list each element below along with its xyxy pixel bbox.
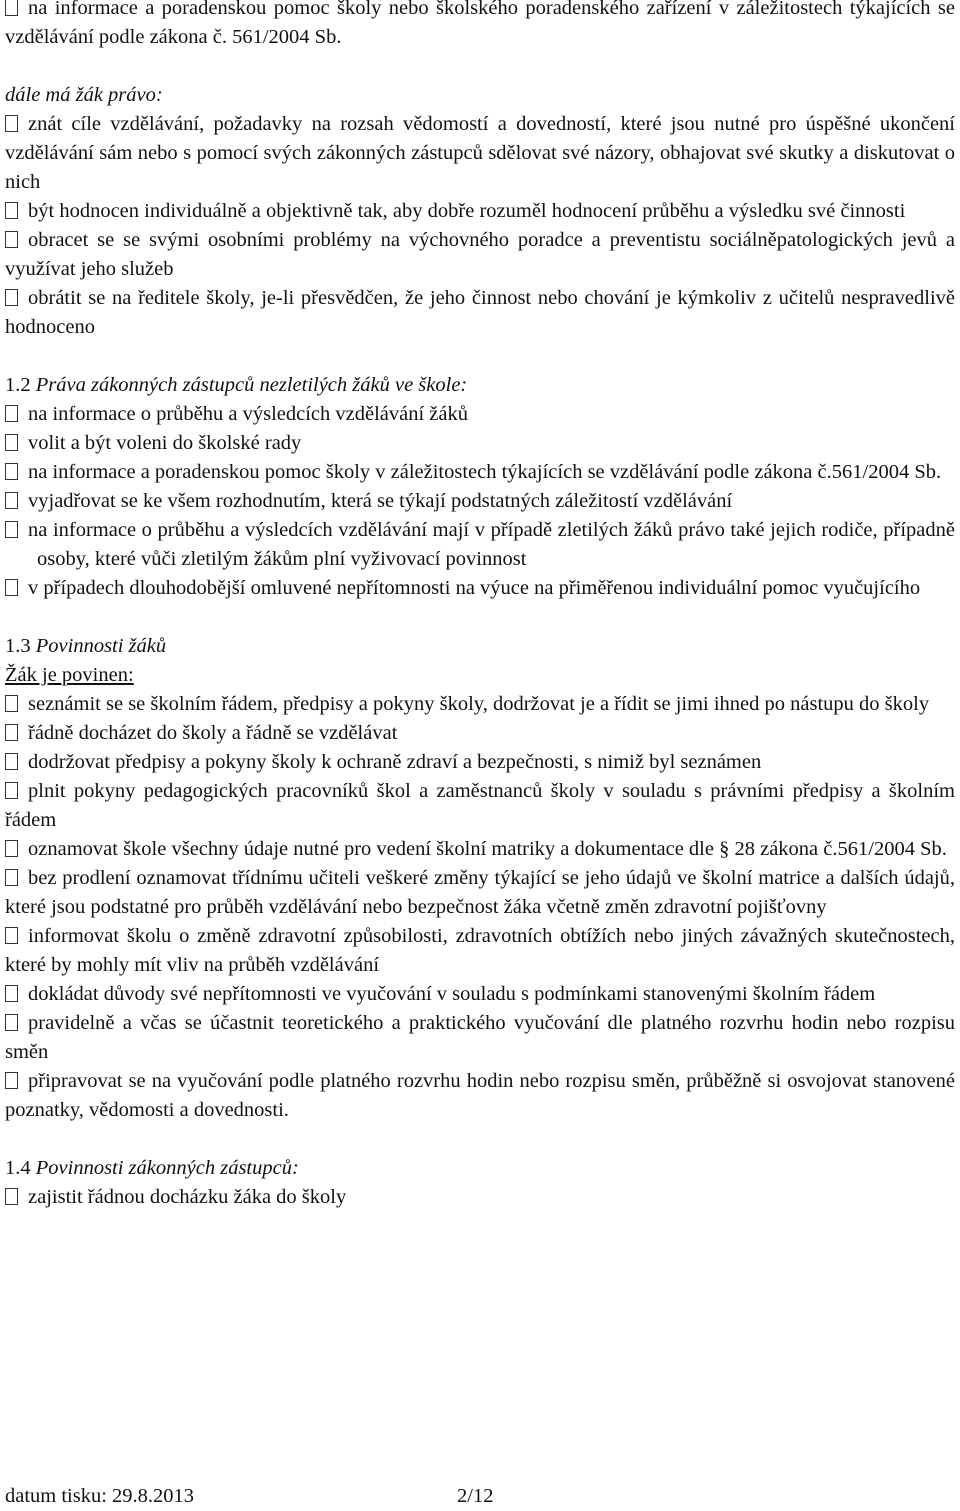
section-1-2-item: vyjadřovat se ke všem rozhodnutím, která se týkají podstatných záležitostí vzdělávání xyxy=(5,487,955,516)
bullet-box-icon xyxy=(5,289,18,306)
section-1-2-item: volit a být voleni do školské rady xyxy=(5,429,955,458)
student-right-item: obrátit se na ředitele školy, je-li přesvědčen, že jeho činnost nebo chování je kýmkoliv z učitelů nespravedlivě hodnoceno xyxy=(5,287,955,338)
section-1-3-item: pravidelně a včas se účastnit teoretického a praktického vyučování dle platného rozvrhu hodin nebo rozpisu směn xyxy=(5,1012,955,1063)
section-1-2-item: v případech dlouhodobější omluvené nepřítomnosti na výuce na přiměřenou individuální pomoc vyučujícího xyxy=(5,574,955,603)
document-page xyxy=(5,0,955,1212)
section-1-3-item: seznámit se se školním řádem, předpisy a pokyny školy, dodržovat je a řídit se jimi ihned po nástupu do školy xyxy=(5,690,955,719)
student-right-item: být hodnocen individuálně a objektivně tak, aby dobře rozuměl hodnocení průběhu a výsledku své činnosti xyxy=(5,197,955,226)
bullet-box-icon xyxy=(5,724,18,741)
bullet-box-icon xyxy=(5,434,18,451)
bullet-box-icon xyxy=(5,1188,18,1205)
bullet-box-icon xyxy=(5,985,18,1002)
bullet-box-icon xyxy=(5,492,18,509)
bullet-box-icon xyxy=(5,463,18,480)
student-right-item: obracet se se svými osobními problémy na výchovného poradce a preventistu sociálněpatologických jevů a využívat jeho služeb xyxy=(5,229,955,280)
student-right-item: znát cíle vzdělávání, požadavky na rozsah vědomostí a dovedností, které jsou nutné pro úspěšné ukončení vzdělávání sám nebo s pomocí svých zákonných zástupců sdělovat své názory, obhajovat své skutky a diskutovat o nich xyxy=(5,113,955,193)
section-1-3-item: dodržovat předpisy a pokyny školy k ochraně zdraví a bezpečnosti, s nimiž byl seznámen xyxy=(5,748,955,777)
list-item-intro: na informace a poradenskou pomoc školy nebo školského poradenského zařízení v záležitostech týkajících se vzdělávání podle zákona č. 561/2004 Sb. xyxy=(5,0,955,48)
section-1-4-heading: 1.4 Povinnosti zákonných zástupců: xyxy=(5,1157,299,1179)
section-1-4-item: zajistit řádnou docházku žáka do školy xyxy=(5,1183,955,1212)
section-1-2-item: na informace o průběhu a výsledcích vzdělávání žáků xyxy=(5,400,955,429)
bullet-box-icon xyxy=(5,753,18,770)
section-1-3-item: oznamovat škole všechny údaje nutné pro vedení školní matriky a dokumentace dle § 28 zákona č.561/2004 Sb. xyxy=(5,835,955,864)
bullet-box-icon xyxy=(5,695,18,712)
section-1-3-item: bez prodlení oznamovat třídnímu učiteli veškeré změny týkající se jeho údajů ve školní matrice a dalších údajů, které jsou podstatné pro průběh vzdělávání nebo bezpečnost žáka včetně změn zdravotní pojišťovny xyxy=(5,867,955,918)
section-1-3-item: dokládat důvody své nepřítomnosti ve vyučování v souladu s podmínkami stanovenými školním řádem xyxy=(5,980,955,1009)
section-1-3-item: připravovat se na vyučování podle platného rozvrhu hodin nebo rozpisu směn, průběžně si osvojovat stanovené poznatky, vědomosti a dovednosti. xyxy=(5,1070,955,1121)
bullet-box-icon xyxy=(5,1072,18,1089)
section-1-2-item: na informace a poradenskou pomoc školy v záležitostech týkajících se vzdělávání podle zákona č.561/2004 Sb. xyxy=(5,458,955,487)
section-1-2-item: na informace o průběhu a výsledcích vzdělávání mají v případě zletilých žáků právo také jejich rodiče, případně osoby, které vůči zletilým žákům plní vyživovací povinnost xyxy=(5,516,955,574)
rights-intro-heading: dále má žák právo: xyxy=(5,84,163,106)
bullet-box-icon xyxy=(5,115,18,132)
bullet-box-icon xyxy=(5,231,18,248)
bullet-box-icon xyxy=(5,579,18,596)
bullet-box-icon xyxy=(5,521,18,538)
section-1-3-item: informovat školu o změně zdravotní způsobilosti, zdravotních obtížích nebo jiných závažných skutečnostech, které by mohly mít vliv na průběh vzdělávání xyxy=(5,925,955,976)
bullet-box-icon xyxy=(5,927,18,944)
bullet-box-icon xyxy=(5,869,18,886)
section-1-3-item: plnit pokyny pedagogických pracovníků škol a zaměstnanců školy v souladu s právními předpisy a školním řádem xyxy=(5,780,955,831)
bullet-box-icon xyxy=(5,1014,18,1031)
page-number: 2/12 xyxy=(457,1485,494,1507)
bullet-box-icon xyxy=(5,0,18,16)
bullet-box-icon xyxy=(5,202,18,219)
section-1-2-heading: 1.2 Práva zákonných zástupců nezletilých žáků ve škole: xyxy=(5,374,468,396)
bullet-box-icon xyxy=(5,782,18,799)
bullet-box-icon xyxy=(5,840,18,857)
bullet-box-icon xyxy=(5,405,18,422)
section-1-3-heading: 1.3 Povinnosti žáků xyxy=(5,635,167,657)
print-date: datum tisku: 29.8.2013 xyxy=(5,1485,195,1507)
section-1-3-item: řádně docházet do školy a řádně se vzdělávat xyxy=(5,719,955,748)
section-1-3-subheading: Žák je povinen: xyxy=(5,664,134,686)
